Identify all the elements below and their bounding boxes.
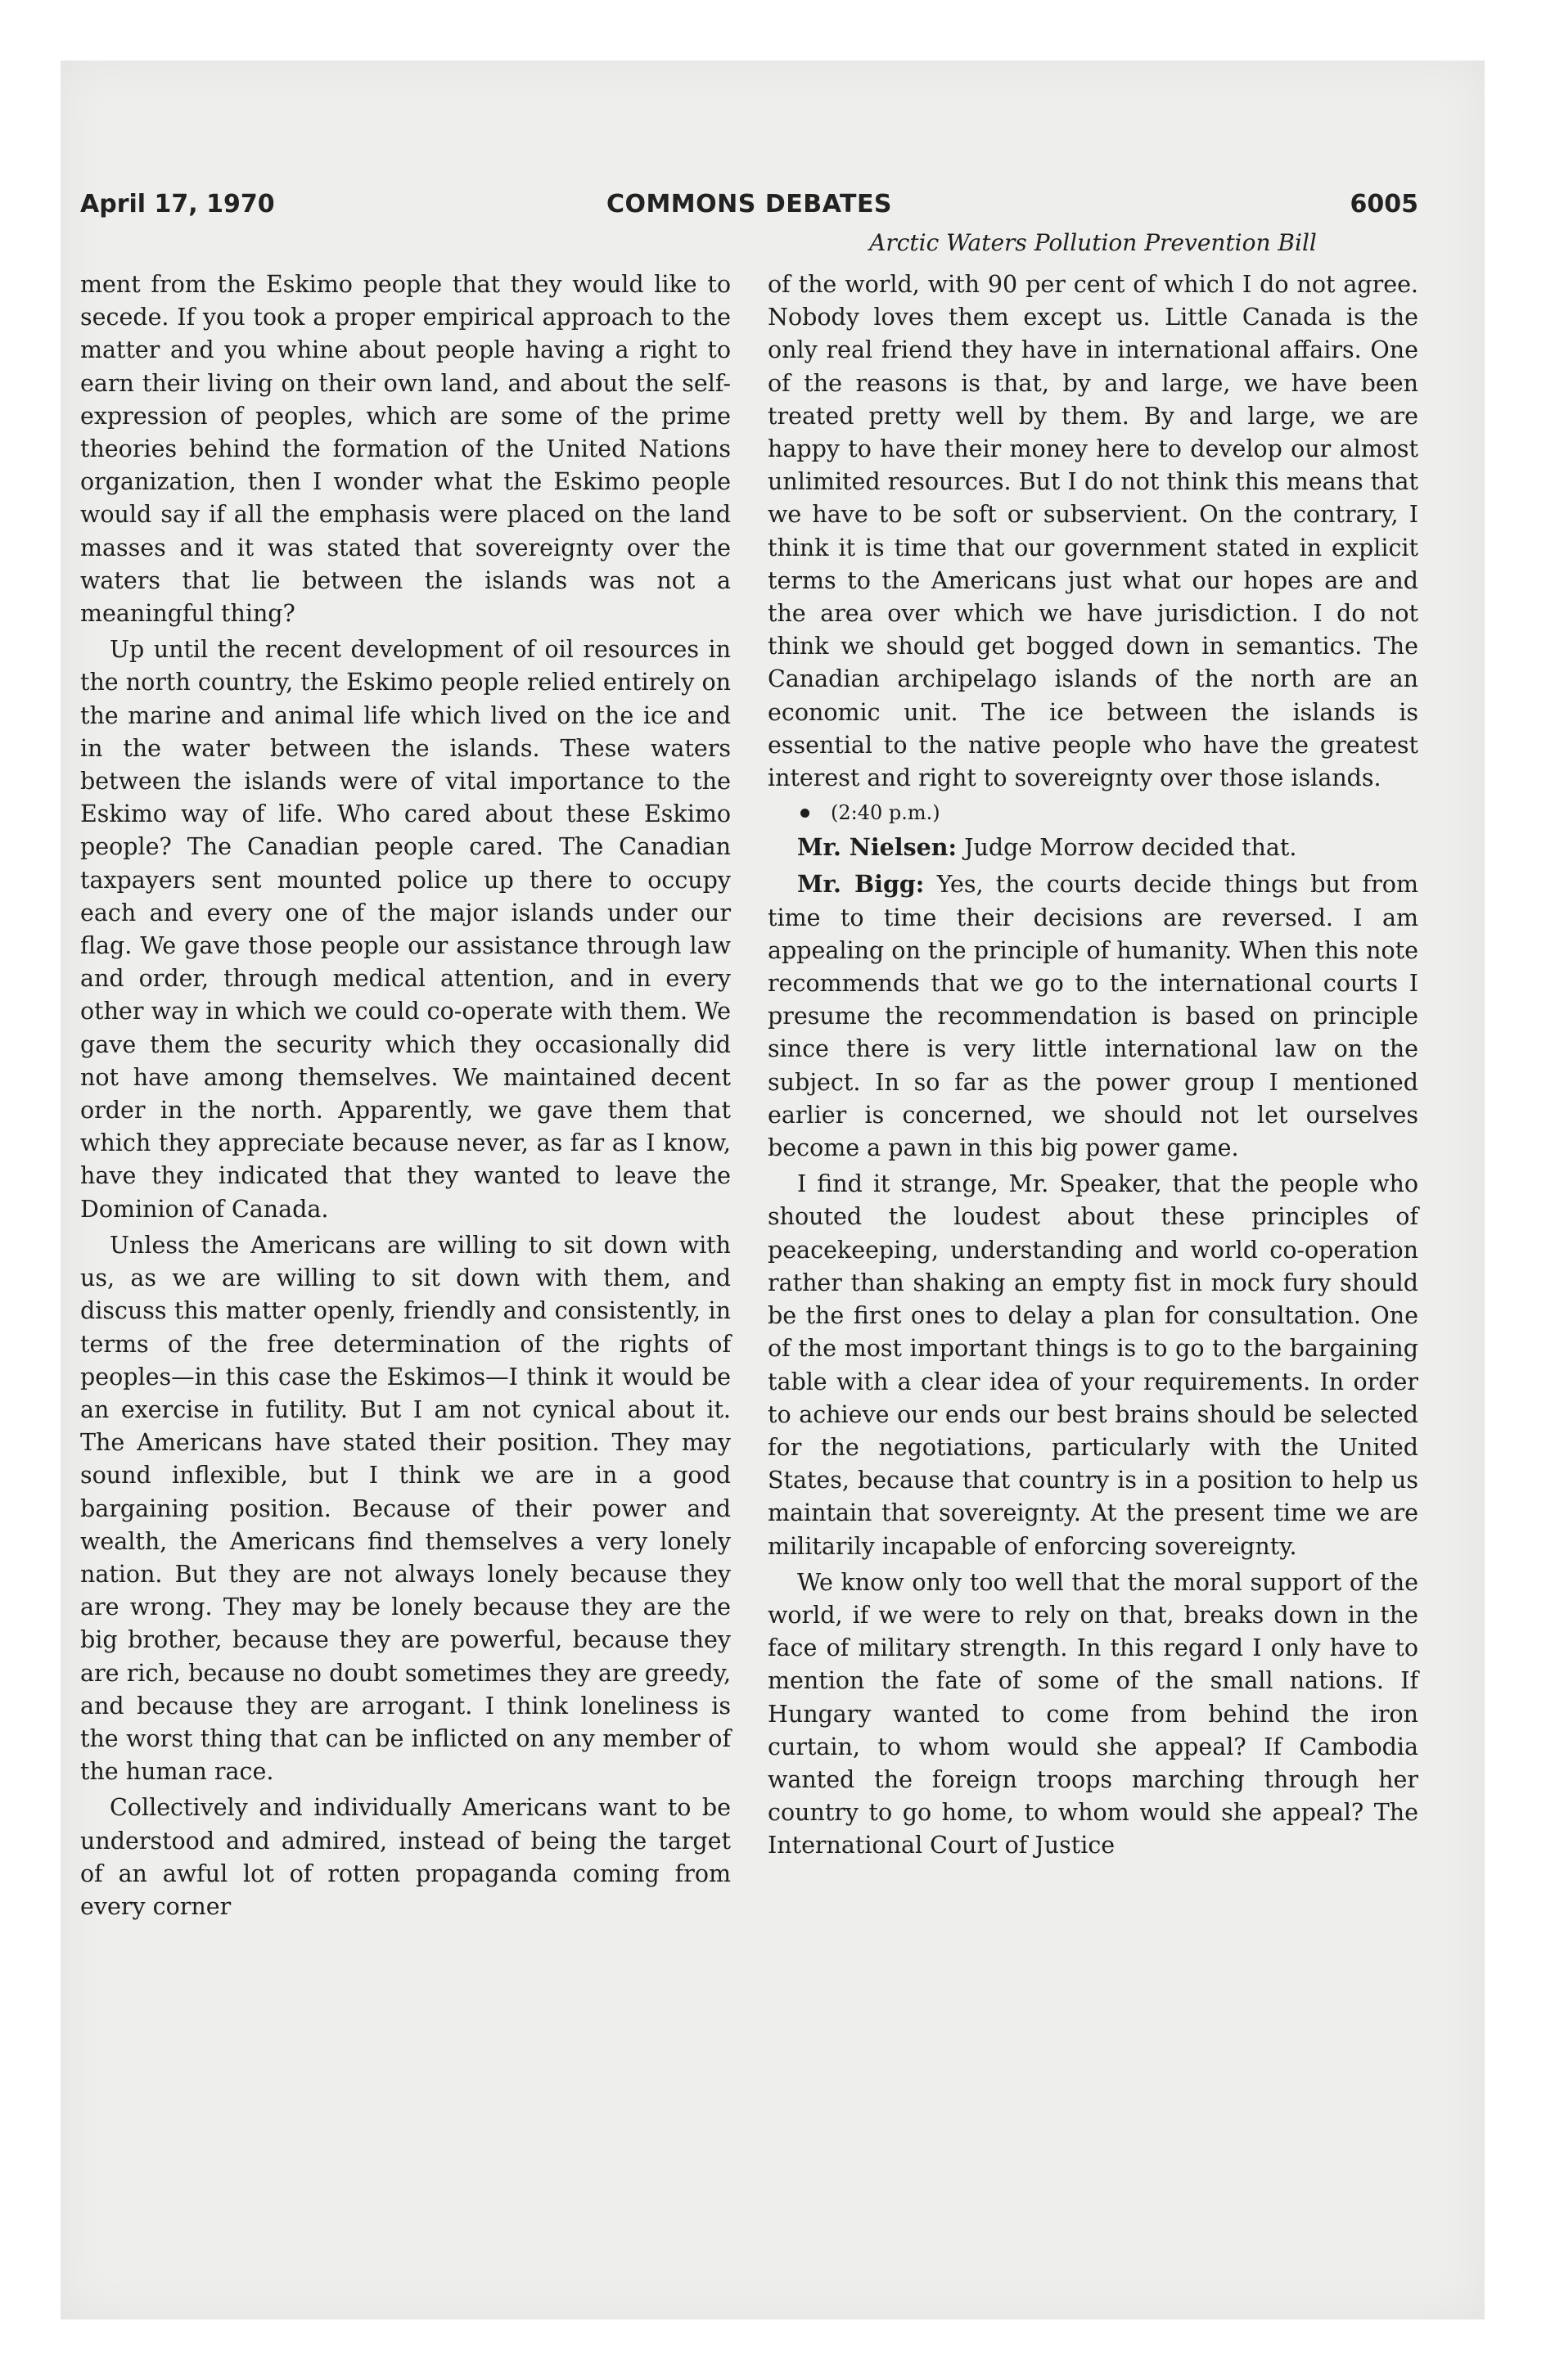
paragraph: Collectively and individually Americans want to be understood and admired, instead of being the target of an awful lot of rotten propaganda coming from every corner (80, 1794, 731, 1920)
time-stamp (768, 798, 1418, 827)
left-column (80, 268, 731, 1927)
speech-nielsen (768, 831, 1418, 864)
speaker-name: Mr. Bigg: (797, 870, 925, 899)
speech-bigg (768, 868, 1418, 1165)
speech-text: Judge Morrow decided that. (964, 834, 1297, 862)
speech-text: Yes, the courts decide things but from time to time their decisions are reversed. I am appealing on the principle of humanity. When this note recommends that we go to the international courts I presume the recommendation is based on principle since there is very little international law on the subject. In so far as the power group I mentioned earlier is concerned, we should not let ourselves become a pawn in this big power game. (768, 871, 1418, 1162)
paragraph: ment from the Eskimo people that they would like to secede. If you took a proper empirical approach to the matter and you whine about people having a right to earn their living on their own land, and about the self-expression of peoples, which are some of the prime theories behind the formation of the United Nations organization, then I wonder what the Eskimo people would say if all the emphasis were placed on the land masses and it was stated that sovereignty over the waters that lie between the islands was not a meaningful thing? (80, 271, 731, 628)
bullet-icon (800, 809, 809, 818)
paragraph: Unless the Americans are willing to sit down with us, as we are willing to sit down with them, and discuss this matter openly, friendly and consistently, in terms of the free determination of the rights of peoples—in this case the Eskimos—I think it would be an exercise in futility. But I am not cynical about it. The Americans have stated their position. They may sound inflexible, but I think we are in a good bargaining position. Because of their power and wealth, the Americans find themselves a very lonely nation. But they are not always lonely because they are wrong. They may be lonely because they are the big brother, because they are powerful, because they are rich, because no doubt sometimes they are greedy, and because they are arrogant. I think loneliness is the worst thing that can be inflicted on any member of the human race. (80, 1231, 731, 1786)
running-head: Arctic Waters Pollution Prevention Bill (869, 229, 1317, 256)
hansard-page (80, 187, 1418, 2167)
paragraph: Up until the recent development of oil resources in the north country, the Eskimo people relied entirely on the marine and animal life which lived on the ice and in the water between the islands. These waters between the islands were of vital importance to the Eskimo way of life. Who cared about these Eskimo people? The Canadian people cared. The Canadian taxpayers sent mounted police up there to occupy each and every one of the major islands under our flag. We gave those people our assistance through law and order, through medical attention, and in every other way in which we could co-operate with them. We gave them the security which they occasionally did not have among themselves. We maintained decent order in the north. Apparently, we gave them that which they appreciate because never, as far as I know, have they indicated that they wanted to leave the Dominion of Canada. (80, 636, 731, 1223)
page-header (80, 187, 1418, 223)
speaker-name: Mr. Nielsen: (797, 833, 958, 862)
paragraph: of the world, with 90 per cent of which I do not agree. Nobody loves them except us. Little Canada is the only real friend they have in international affairs. One of the reasons is that, by and large, we have been treated pretty well by them. By and large, we are happy to have their money here to develop our almost unlimited resources. But I do not think this means that we have to be soft or subservient. On the contrary, I think it is time that our government stated in explicit terms to the Americans just what our hopes are and the area over which we have jurisdiction. I do not think we should get bogged down in semantics. The Canadian archipelago islands of the north are an economic unit. The ice between the islands is essential to the native people who have the greatest interest and right to sovereignty over those islands. (768, 271, 1418, 792)
right-column (768, 268, 1418, 1866)
paragraph: We know only too well that the moral support of the world, if we were to rely on that, breaks down in the face of military strength. In this regard I only have to mention the fate of some of the small nations. If Hungary wanted to come from behind the iron curtain, to whom would she appeal? If Cambodia wanted the foreign troops marching through her country to go home, to whom would she appeal? The International Court of Justice (768, 1568, 1418, 1859)
header-page-number: 6005 (1350, 190, 1418, 219)
time-stamp-text: (2:40 p.m.) (831, 801, 940, 825)
header-title: COMMONS DEBATES (606, 190, 893, 219)
paragraph: I find it strange, Mr. Speaker, that the people who shouted the loudest about these principles of peacekeeping, understanding and world co-operation rather than shaking an empty fist in mock fury should be the first ones to delay a plan for consultation. One of the most important things is to go to the bargaining table with a clear idea of your requirements. In order to achieve our ends our best brains should be selected for the negotiations, particularly with the United States, because that country is in a position to help us maintain that sovereignty. At the present time we are militarily incapable of enforcing sovereignty. (768, 1170, 1418, 1560)
header-date: April 17, 1970 (80, 190, 275, 219)
